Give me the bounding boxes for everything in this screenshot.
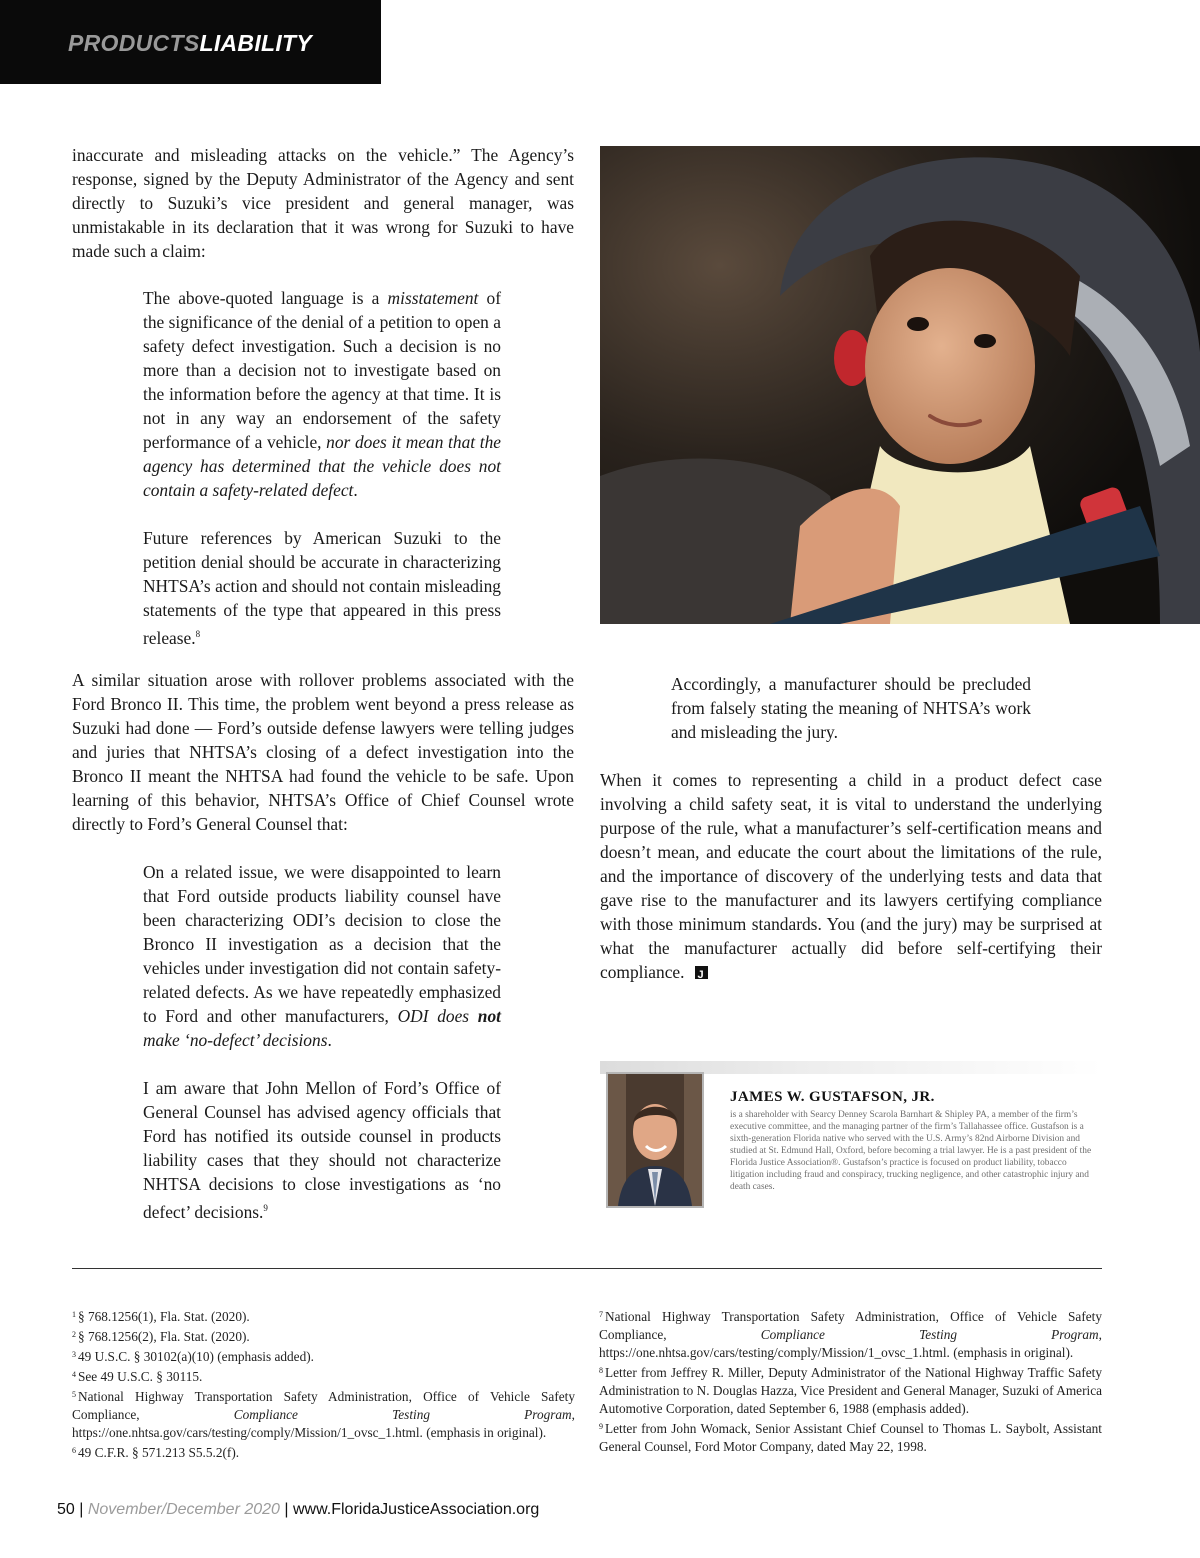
conclusion-paragraph: When it comes to representing a child in a product defect case involving a child safety seat, it is vital to understand the underlying purpose of the rule, what a manufacturer’s self-certification means and doesn’t mean, and educate the court about the limitations of the rule, and the importance of discovery of the underlying tests and data that gave rise to the manufacturer and its lawyers certifying compliance with those minimum standards. You (and the jury) may be surprised at what the manufacturer actually did before self-certifying their compliance.J [600, 768, 1102, 984]
footnote: $^8$ Letter from Jeffrey R. Miller, Deputy Administrator of the National Highway Traffic Safety Administration to N. Douglas Hazza, Vice President and General Manager, Suzuki of America Automotive Corporation, dated September 6, 1988 (emphasis added). [599, 1365, 1102, 1416]
quote-paragraph: On a related issue, we were disappointed to learn that Ford outside products liability counsel have been characterizing ODI’s decision to close the Bronco II investigation as a decision that the vehicles under investigation did not contain safety-related defects. As we have repeatedly emphasized to Ford and other manufacturers, ODI does not make ‘no-defect’ decisions. [143, 862, 501, 1050]
block-quote-conclusion: Accordingly, a manufacturer should be precluded from falsely stating the meaning of NHTSA’s work and misleading the jury. [671, 674, 1031, 742]
footnote: $^6$ 49 C.F.R. § 571.213 S5.5.2(f). [72, 1445, 240, 1460]
end-of-article-icon [695, 966, 708, 979]
block-quote-ford [143, 860, 501, 1224]
page-number: 50 [57, 1501, 75, 1518]
section-header [0, 0, 381, 84]
footnote: $^1$ § 768.1256(1), Fla. Stat. (2020). [72, 1309, 250, 1324]
footnote: $^7$ National Highway Transportation Safety Administration, Office of Vehicle Safety Compliance, Compliance Testing Program, https://one.nhtsa.gov/cars/testing/comply/Mission/1_ovsc_1.html. (emphasis in original). [599, 1309, 1102, 1360]
footnote: $^9$ Letter from John Womack, Senior Assistant Chief Counsel to Thomas L. Saybolt, Assistant General Counsel, Ford Motor Company, dated May 22, 1998. [599, 1421, 1102, 1454]
footnote-divider [72, 1268, 1102, 1269]
intro-paragraph: inaccurate and misleading attacks on the vehicle.” The Agency’s response, signed by the Deputy Administrator of the Agency and sent directly to Suzuki’s vice president and general manager, was unmistakable in its declaration that it was wrong for Suzuki to have made such a claim: [72, 145, 574, 261]
page-footer: 50 | November/December 2020 | www.FloridaJusticeAssociation.org [57, 1501, 540, 1518]
footnote: $^5$ National Highway Transportation Safety Administration, Office of Vehicle Safety Compliance, Compliance Testing Program, https://one.nhtsa.gov/cars/testing/comply/Mission/1_ovsc_1.html. (emphasis in original). [72, 1389, 575, 1440]
author-headshot [606, 1072, 704, 1208]
quote-paragraph: I am aware that John Mellon of Ford’s Office of General Counsel has advised agency officials that Ford has notified its outside counsel in products liability cases that they should not characterize NHTSA decisions to close investigations as ‘no defect’ decisions.$^9$ [143, 1078, 501, 1222]
footnotes-right [599, 1306, 1102, 1456]
quote-paragraph: The above-quoted language is a misstatement of the significance of the denial of a petition to open a safety defect investigation. Such a decision is no more than a decision not to investigate based on the information before the agency at that time. It is not in any way an endorsement of the safety performance of a vehicle, nor does it mean that the agency has determined that the vehicle does not contain a safety-related defect. [143, 288, 501, 500]
footnote-ref: 8 [195, 629, 201, 639]
section-title: PRODUCTSLIABILITY [68, 30, 313, 56]
footnotes-left [72, 1306, 575, 1462]
bronco-paragraph: A similar situation arose with rollover problems associated with the Ford Bronco II. This time, the problem went beyond a press release as Suzuki had done — Ford’s outside defense lawyers were telling judges and juries that NHTSA’s closing of a defect investigation into the Bronco II meant the NHTSA had found the vehicle to be safe. Upon learning of this behavior, NHTSA’s Office of Chief Counsel wrote directly to Ford’s General Counsel that: [72, 670, 574, 834]
quote-paragraph: Future references by American Suzuki to the petition denial should be accurate in characterizing NHTSA’s action and should not contain misleading statements of the type that appeared in this press release.$^8$ [143, 528, 501, 648]
author-name: JAMES W. GUSTAFSON, JR. [730, 1089, 935, 1105]
child-car-seat-photo [600, 146, 1200, 624]
footnote: $^2$ § 768.1256(2), Fla. Stat. (2020). [72, 1329, 250, 1344]
footnote-ref: 9 [263, 1203, 268, 1213]
block-quote-suzuki [143, 286, 501, 650]
author-bio-text: is a shareholder with Searcy Denney Scarola Barnhart & Shipley PA, a member of the firm’s executive committee, and the managing partner of the firm’s Tallahassee office. Gustafson is a sixth-generation Florida native who served with the U.S. Army’s 82nd Airborne Division and studied at St. Edmund Hall, Oxford, before becoming a trial lawyer. He is a past president of the Florida Justice Association®. Gustafson’s practice is focused on product liability, tobacco litigation including fraud and conspiracy, trucking negligence, and other catastrophic injury and death cases. [730, 1110, 1092, 1192]
issue-date: November/December 2020 [87, 1501, 280, 1518]
footnote: $^4$ See 49 U.S.C. § 30115. [72, 1369, 203, 1384]
website-link[interactable]: www.FloridaJusticeAssociation.org [292, 1501, 540, 1518]
footnote: $^3$ 49 U.S.C. § 30102(a)(10) (emphasis added). [72, 1349, 314, 1364]
